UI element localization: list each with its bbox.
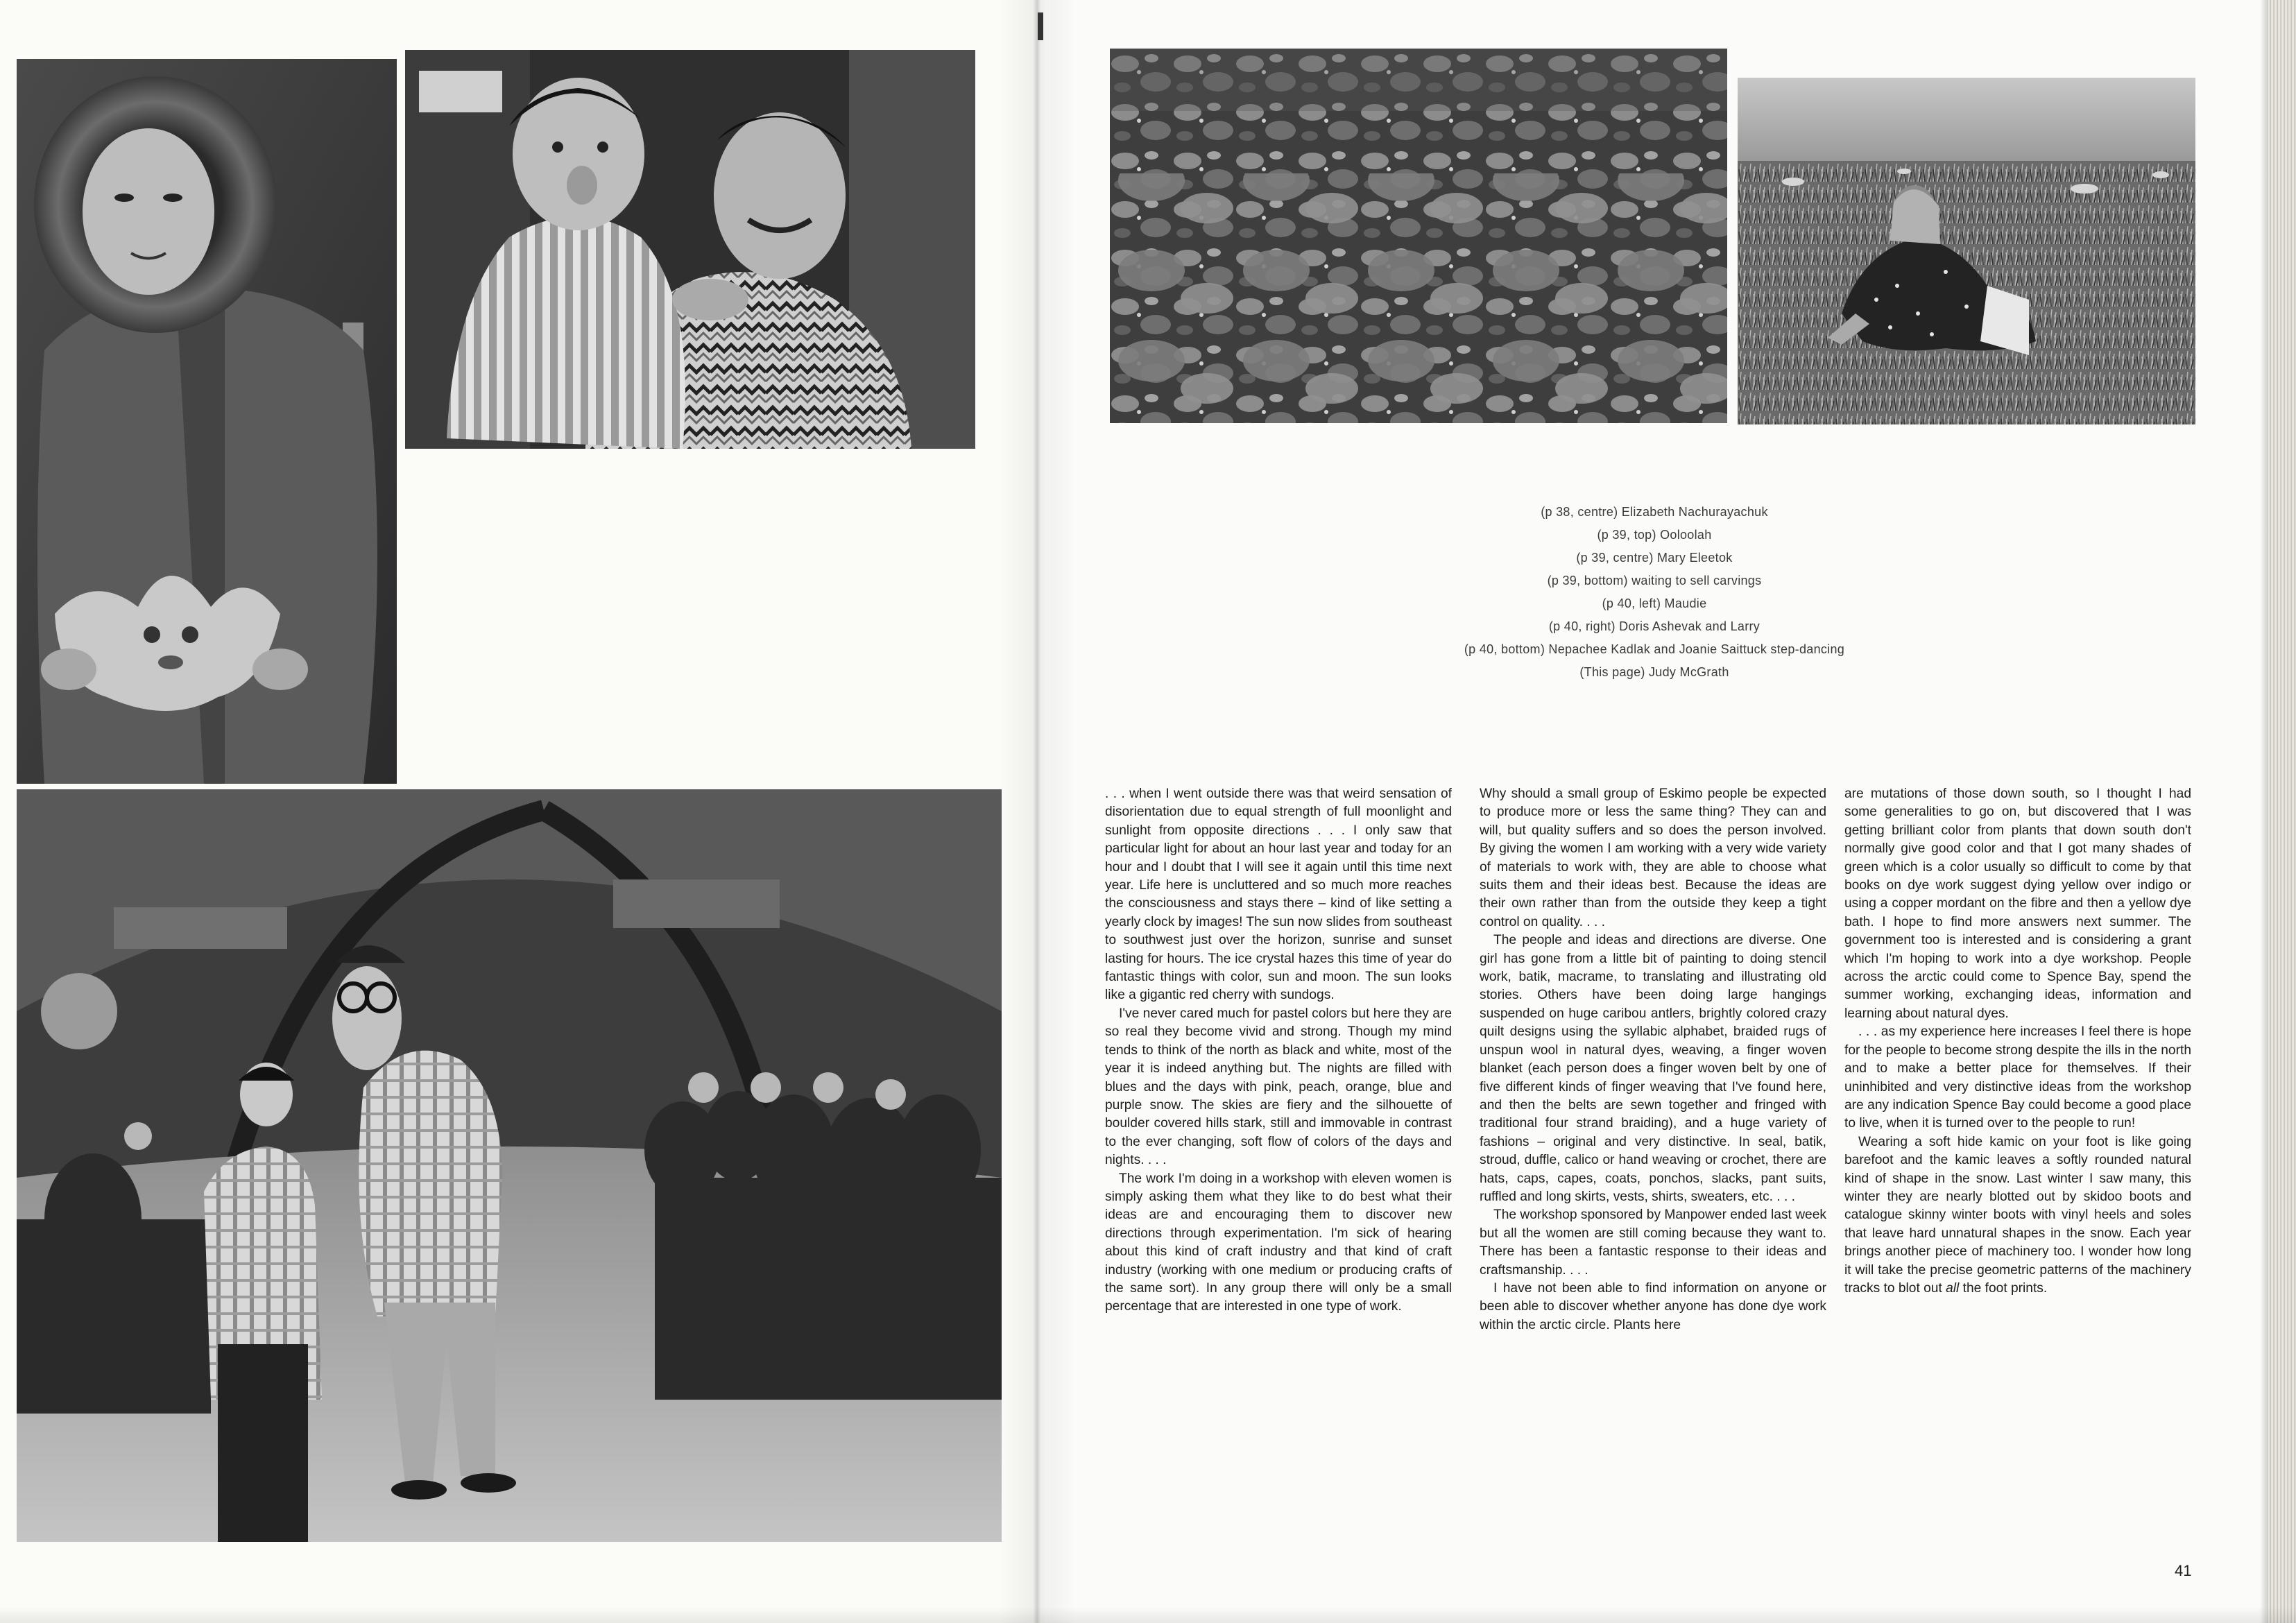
- caption: (p 40, left) Maudie: [1602, 596, 1707, 610]
- caption: (p 39, centre) Mary Eleetok: [1576, 551, 1733, 565]
- caption: (p 40, bottom) Nepachee Kadlak and Joanie Saittuck step-dancing: [1464, 642, 1845, 656]
- page-edge-shadow: [2260, 0, 2268, 1623]
- photo-judy-mcgrath-in-field: [1738, 78, 2195, 424]
- photo-woman-holding-carving: [17, 59, 397, 784]
- article-paragraph: [1844, 1133, 2191, 1298]
- photo-captions: [1387, 501, 1921, 684]
- page-edges: [2268, 0, 2296, 1623]
- article-italic-text: all: [1946, 1280, 1960, 1296]
- article-paragraph: I have not been able to find information on anyone or been able to discover whether anyone has done dye work within the arctic circle. Plants here: [1480, 1280, 1826, 1332]
- article-paragraph: Why should a small group of Eskimo people be expected to produce more or less the same thing? They can and will, but quality suffers and so does the person involved. By giving the women I am working with a very wide variety of materials to work with, they are able to choose what suits them and their ideas best. Because the ideas are their own rather than from the outside they keep a tight control on quality. . . .: [1480, 787, 1826, 929]
- book-gutter: [999, 0, 1075, 1623]
- article-paragraph: . . . as my experience here increases I feel there is hope for the people to become strong despite the ills in the north and to make a better place for themselves. If their uninhibited and very distinctive ideas from the workshop are any indication Spence Bay could become a good place to live, when it is turned over to the people to run!: [1844, 1024, 2191, 1131]
- caption: (This page) Judy McGrath: [1579, 665, 1729, 679]
- bottom-shadow: [0, 1606, 2296, 1623]
- article-paragraph: The work I'm doing in a workshop with eleven women is simply asking them what they like to do best what their ideas are and encouraging them to discover new directions through experimentation. I'm sick of hearing about this kind of craft industry and that kind of craft industry (working with one medium or producing crafts of the same sort). In any group there will only be a small percentage that are interested in one type of work.: [1105, 1171, 1452, 1314]
- photo-boulder-landscape: [1110, 49, 1727, 423]
- article-paragraph: . . . when I went outside there was that weird sensation of disorientation due to equal strength of full moonlight and sunlight from opposite directions . . . I only saw that particular light for about an hour last year and today for an hour and I doubt that I will see it again until this time next year. Life here is uncluttered and so much more reaches the consciousness and stays there – kind of like setting a yearly clock by images! The sun now slides from southeast to southwest just over the horizon, sunrise and sunset lasting for hours. The ice crystal hazes this time of year do fantastic things with color, sun and moon. The sun looks like a gigantic red cherry with sundogs.: [1105, 787, 1452, 1003]
- article-text: Wearing a soft hide kamic on your foot is like going barefoot and the kamic leaves a softly rounded natural kind of shape in the snow. Last winter I saw many, this winter they are nearly blotted out by skidoo boots and catalogue skinny winter boots with vinyl heels and soles that leave hard unnatural shapes in the snow. Each year brings another piece of machinery too. I wonder how long it will take the precise geometric patterns of the machinery tracks to blot out: [1844, 1134, 2191, 1296]
- article-paragraph: I've never cared much for pastel colors but here they are so real they become vivid and strong. Though my mind tends to think of the north as black and white, most of the year it is indeed anything but. The nights are filled with blues and the days with pink, peach, orange, blue and purple snow. The skies are fiery and the silhouette of boulder covered hills stark, still and immovable in contrast to the ever changing, soft flow of colors of the days and nights. . . .: [1105, 1006, 1452, 1168]
- page-number: 41: [2175, 1562, 2192, 1579]
- article-paragraph: The workshop sponsored by Manpower ended last week but all the women are still coming because they want to. There has been a fantastic response to their ideas and craftsmanship. . . .: [1480, 1208, 1826, 1278]
- article-paragraph: The people and ideas and directions are diverse. One girl has gone from a little bit of painting to doing stencil work, batik, macrame, to translating and illustrating old stories. Others have been doing large hangings suspended on huge caribou antlers, brightly colored crazy quilt designs using the syllabic alphabet, braided rugs of unspun wool in natural dyes, weaving, a finger woven blanket (each person does a finger woven belt by one of five different kinds of finger weaving that I've found here, and then the belts are sewn together and fringed with traditional four strand braiding), and a huge variety of fashions – original and very distinctive. In seal, batik, stroud, duffle, calico or hand weaving or crochet, there are hats, caps, capes, coats, ponchos, slacks, pant suits, ruffled and long skirts, vests, shirts, sweaters, etc. . . .: [1480, 933, 1826, 1204]
- photo-step-dancing: [17, 789, 1002, 1542]
- caption: (p 38, centre) Elizabeth Nachurayachuk: [1541, 505, 1768, 519]
- article-paragraph: are mutations of those down south, so I thought I had some generalities to go on, but discovered that I was getting brilliant color from plants that down south don't normally give good color and that I got many shades of green which is a color usually so difficult to come by that books on dye work suggest dying yellow over indigo or using a copper mordant on the fibre and then a yellow dye bath. I hope to find more answers next summer. The government too is interested and is considering a grant which I'm hoping to work into a dye workshop. People across the arctic could come to Spence Bay, spend the summer working, exchanging ideas, information and learning about natural dyes.: [1844, 787, 2191, 1021]
- article-text: the foot prints.: [1959, 1280, 2048, 1296]
- article-column-3: [1844, 785, 2191, 1298]
- caption: (p 39, bottom) waiting to sell carvings: [1547, 574, 1762, 587]
- article-column-2: [1480, 785, 1826, 1334]
- article-column-1: [1105, 785, 1452, 1316]
- caption: (p 39, top) Ooloolah: [1597, 528, 1712, 542]
- caption: (p 40, right) Doris Ashevak and Larry: [1548, 619, 1760, 633]
- spine-mark: [1038, 12, 1043, 40]
- photo-mother-and-child: [405, 50, 975, 449]
